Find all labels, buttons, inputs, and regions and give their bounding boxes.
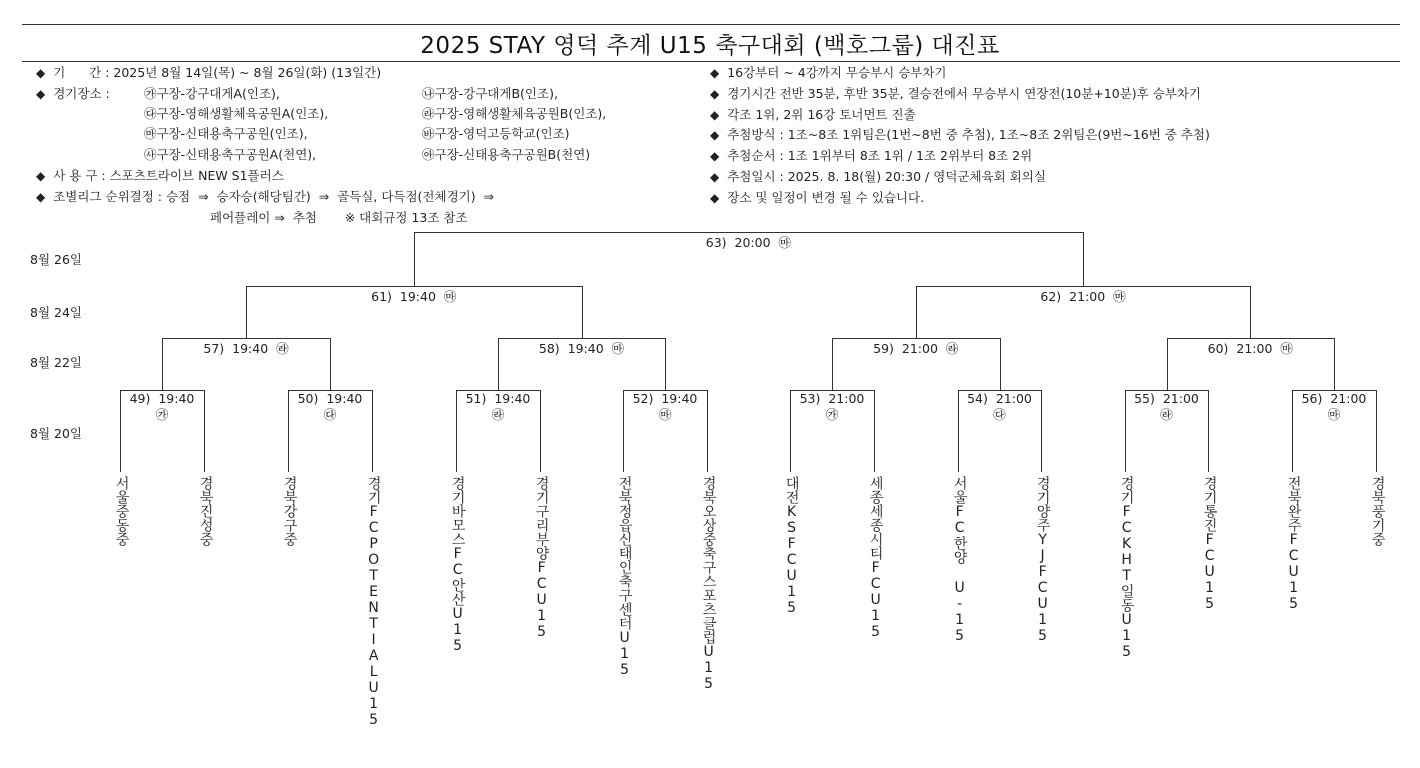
venue-item: ㉰구장-영해생활체육공원A(인조),: [144, 106, 329, 121]
date-label: 8월 20일: [30, 426, 82, 441]
bullet-icon: ◆: [710, 86, 720, 101]
bracket-connector: [330, 338, 331, 390]
team-name: 경기통진FCU15: [1201, 476, 1218, 612]
info-ball: ◆ 사 용 구 : 스포츠트라이브 NEW S1플러스: [36, 168, 284, 183]
team-name: 경기FCKHT일동U15: [1118, 476, 1135, 660]
match-57: 57) 19:40 ㉱: [203, 341, 289, 356]
match-53: [790, 391, 874, 423]
info-right-item: ◆ 경기시간 전반 35분, 후반 35분, 결승전에서 무승부시 연장전(10분+10분)후 승부차기: [710, 85, 1201, 101]
venue-item: ㉯구장-강구대게B(인조),: [422, 86, 558, 101]
bullet-icon: ◆: [36, 169, 46, 183]
team-name: 전북완주FCU15: [1285, 476, 1302, 612]
bracket-connector: [582, 286, 583, 338]
venue-badge: ㉲: [658, 407, 672, 422]
venue-badge: ㉮: [825, 407, 839, 422]
bracket-connector: [1250, 286, 1251, 338]
bracket-connector: [414, 232, 415, 286]
match-number-time: 51) 19:40: [465, 391, 531, 406]
venue-badge: ㉰: [323, 407, 337, 422]
team-name: 경북풍기중: [1369, 476, 1386, 546]
match-number-time: 55) 21:00: [1134, 391, 1199, 406]
title-top-rule: [22, 24, 1400, 25]
bracket-connector: [1167, 338, 1168, 390]
team-name: 서울중동중: [113, 476, 130, 546]
info-right-item: ◆ 장소 및 일정이 변경 될 수 있습니다.: [710, 189, 925, 205]
info-ranking-cont: 페어플레이 ⇒ 추첨 ※ 대회규정 13조 참조: [210, 210, 468, 225]
venue-item: ㉲구장-신태용축구공원(인조),: [144, 126, 308, 141]
bracket-connector: [1334, 338, 1335, 390]
match-50: [288, 391, 372, 423]
match-box-side: [874, 390, 875, 472]
date-label: 8월 24일: [30, 305, 82, 320]
info-period: ◆ 기 간 : 2025년 8월 14일(목) ~ 8월 26일(화) (13일간): [36, 65, 382, 80]
team-name: 경기바모스FC안산U15: [449, 476, 466, 654]
bracket-connector: [832, 338, 833, 390]
bullet-icon: ◆: [36, 87, 46, 101]
match-60: 60) 21:00 ㉲: [1207, 341, 1293, 356]
match-61: 61) 19:40 ㉲: [371, 289, 457, 304]
page-title: 2025 STAY 영덕 추계 U15 축구대회 (백호그룹) 대진표: [420, 33, 1000, 59]
bracket-connector: [1083, 232, 1084, 286]
info-venue: ◆ 경기장소 :: [36, 86, 114, 101]
match-number-time: 49) 19:40: [129, 391, 195, 406]
team-name: 경북강구중: [281, 476, 298, 546]
info-right-item: ◆ 각조 1위, 2위 16강 토너먼트 진출: [710, 106, 916, 122]
venue-item: ㉵구장-신태용축구공원B(천연): [422, 147, 591, 162]
match-55: [1125, 391, 1208, 423]
team-name: 경북오상중축구스포츠클럽U15: [700, 476, 717, 692]
match-52: [623, 391, 707, 423]
match-box-side: [204, 390, 205, 472]
venue-badge: ㉰: [993, 407, 1006, 422]
match-box-side: [1041, 390, 1042, 472]
team-name: 경기FCPOTENTIALU15: [365, 476, 382, 728]
info-right-item: ◆ 추첨순서 : 1조 1위부터 8조 1위 / 1조 2위부터 8조 2위: [710, 148, 1033, 164]
venue-badge: ㉲: [1327, 407, 1341, 422]
match-62: 62) 21:00 ㉲: [1040, 289, 1126, 304]
match-56: [1292, 391, 1376, 423]
bracket-connector: [1000, 338, 1001, 390]
bracket-connector: [246, 286, 247, 338]
bullet-icon: ◆: [36, 66, 46, 80]
bullet-icon: ◆: [36, 190, 46, 204]
team-name: 경기양주YJFCU15: [1034, 476, 1051, 644]
title-bottom-rule: [22, 61, 1400, 62]
bracket-connector: [916, 286, 917, 338]
venue-badge: ㉱: [491, 407, 505, 422]
info-right-item: ◆ 16강부터 ~ 4강까지 무승부시 승부차기: [710, 65, 947, 80]
match-number-time: 56) 21:00: [1301, 391, 1367, 406]
bullet-icon: ◆: [710, 66, 720, 80]
bullet-icon: ◆: [710, 170, 720, 184]
match-box-side: [1208, 390, 1209, 472]
match-number-time: 54) 21:00: [967, 391, 1032, 406]
match-63: 63) 20:00 ㉲: [705, 235, 791, 250]
bullet-icon: ◆: [710, 107, 720, 122]
team-name: 경북진성중: [197, 476, 214, 546]
bullet-icon: ◆: [710, 149, 720, 164]
team-name: 세종세종시티FCU15: [867, 476, 884, 640]
venue-badge: ㉮: [155, 407, 169, 422]
bullet-icon: ◆: [710, 190, 720, 205]
date-label: 8월 26일: [30, 252, 82, 267]
match-box-side: [1376, 390, 1377, 472]
info-right-item: ◆ 추첨방식 : 1조~8조 1위팀은(1번~8번 중 추첨), 1조~8조 2위팀은(9번~16번 중 추첨): [710, 127, 1210, 143]
match-box-side: [540, 390, 541, 472]
team-name: 대전KSFCU15: [783, 476, 800, 616]
match-49: [120, 391, 204, 423]
venue-item: ㉱구장-영해생활체육공원B(인조),: [422, 106, 607, 121]
info-right-item: ◆ 추첨일시 : 2025. 8. 18(월) 20:30 / 영덕군체육회 회의실: [710, 169, 1046, 184]
team-name: 서울FC한양 U-15: [951, 476, 968, 644]
match-51: [456, 391, 540, 423]
team-name: 전북정읍신태인축구센터U15: [616, 476, 633, 678]
venue-item: ㉮구장-강구대게A(인조),: [144, 86, 280, 101]
match-number-time: 50) 19:40: [297, 391, 363, 406]
venue-badge: ㉱: [1160, 407, 1173, 422]
match-54: [958, 391, 1041, 423]
venue-item: ㉳구장-영덕고등학교(인조): [422, 126, 570, 141]
bullet-icon: ◆: [710, 128, 720, 143]
match-box-side: [707, 390, 708, 472]
date-label: 8월 22일: [30, 355, 82, 370]
bracket-connector: [498, 338, 499, 390]
match-58: 58) 19:40 ㉲: [538, 341, 625, 356]
match-59: 59) 21:00 ㉱: [873, 341, 959, 356]
bracket-connector: [665, 338, 666, 390]
venue-item: ㉴구장-신태용축구공원A(천연),: [144, 147, 317, 162]
team-name: 경기구리부양FCU15: [533, 476, 550, 640]
match-number-time: 53) 21:00: [799, 391, 865, 406]
match-number-time: 52) 19:40: [632, 391, 698, 406]
info-ranking: ◆ 조별리그 순위결정 : 승점 ⇒ 승자승(해당팀간) ⇒ 골득실, 다득점(전체경기) ⇒: [36, 189, 495, 204]
bracket-connector: [162, 338, 163, 390]
match-box-side: [372, 390, 373, 472]
